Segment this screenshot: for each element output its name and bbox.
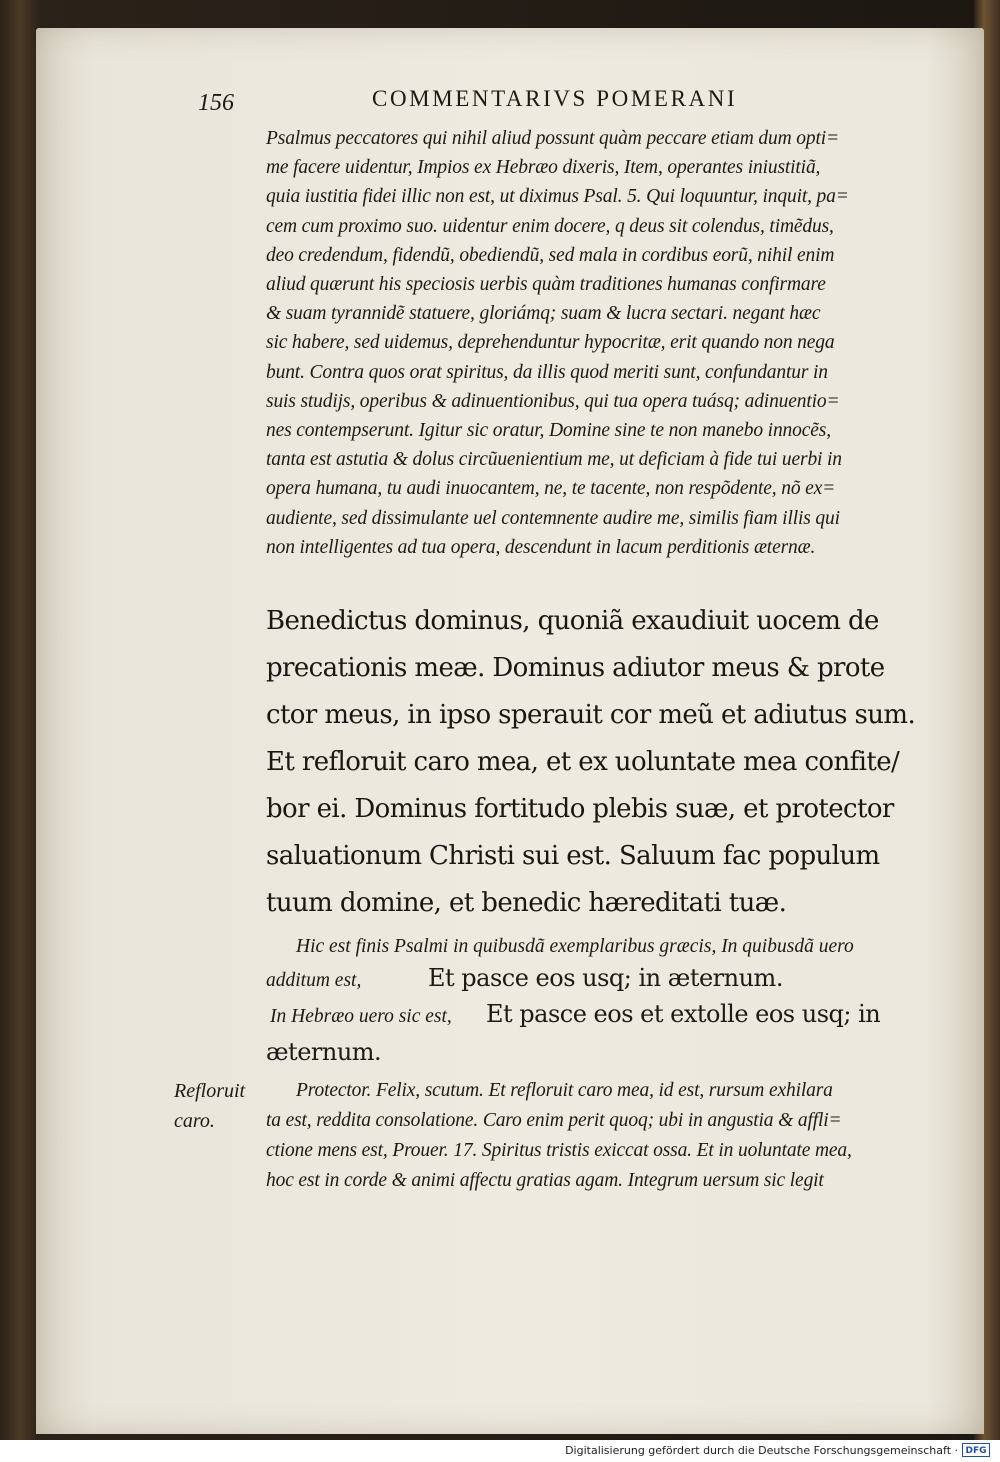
text-line: ctione mens est, Prouer. 17. Spiritus tristis exiccat ossa. Et in uoluntate mea, xyxy=(266,1140,852,1161)
page-number: 156 xyxy=(198,90,234,116)
text-line: bunt. Contra quos orat spiritus, da illis quod meriti sunt, confundantur in xyxy=(266,361,828,383)
text-line: suis studijs, operibus & adinuentionibus, qui tua opera tuásq; adinuentio= xyxy=(266,390,840,412)
marginal-line: caro. xyxy=(174,1110,215,1132)
funding-credit: Digitalisierung gefördert durch die Deutsche Forschungsgemeinschaft · xyxy=(565,1444,958,1457)
commentary-block xyxy=(266,124,924,562)
text-line: non intelligentes ad tua opera, descendunt in lacum perditionis æternæ. xyxy=(266,536,816,558)
text-line: aliud quærunt his speciosis uerbis quàm traditiones humanas confirmare xyxy=(266,274,826,296)
text-line: audiente, sed dissimulante uel contemnente audire me, similis fiam illis qui xyxy=(266,507,840,529)
psalm-line: tuum domine, et benedic hæreditati tuæ. xyxy=(266,888,787,918)
text-line: & suam tyrannidẽ statuere, gloriámq; suam & lucra sectari. negant hæc xyxy=(266,303,821,325)
psalm-line: precationis meæ. Dominus adiutor meus & prote xyxy=(266,653,885,683)
dfg-logo-icon: DFG xyxy=(962,1443,990,1457)
marginal-line: Refloruit xyxy=(174,1080,246,1102)
note-variant-text: Et pasce eos usq; in æternum. xyxy=(428,964,783,992)
text-line: me facere uidentur, Impios ex Hebræo dixeris, Item, operantes iniustitiã, xyxy=(266,157,821,179)
text-line: Psalmus peccatores qui nihil aliud possunt quàm peccare etiam dum opti= xyxy=(266,128,839,149)
text-line: ta est, reddita consolatione. Caro enim perit quoq; ubi in angustia & affli= xyxy=(266,1110,842,1131)
text-line: quia iustitia fidei illic non est, ut diximus Psal. 5. Qui loquuntur, inquit, pa= xyxy=(266,186,849,208)
psalm-line: saluationum Christi sui est. Saluum fac populum xyxy=(266,841,880,871)
text-line: tanta est astutia & dolus circũuenientium me, ut deficiam à fide tui uerbi in xyxy=(266,449,842,471)
note-line: additum est, xyxy=(266,970,362,991)
text-line: nes contempserunt. Igitur sic oratur, Domine sine te non manebo innocẽs, xyxy=(266,420,831,442)
note-line: Hic est finis Psalmi in quibusdã exemplaribus græcis, In quibusdã uero xyxy=(296,936,854,957)
psalm-line: Benedictus dominus, quoniã exaudiuit uocem de xyxy=(266,606,879,636)
note-variant-text: Et pasce eos et extolle eos usq; in xyxy=(486,1000,881,1028)
running-head: COMMENTARIVS POMERANI xyxy=(372,86,738,111)
marginal-note xyxy=(174,1076,245,1136)
note-variant-text: æternum. xyxy=(266,1038,382,1066)
psalm-text-block xyxy=(266,598,926,927)
psalm-line: bor ei. Dominus fortitudo plebis suæ, et protector xyxy=(266,794,894,824)
text-line: opera humana, tu audi inuocantem, ne, te tacente, non respõdente, nõ ex= xyxy=(266,478,836,500)
text-line: deo credendum, fidendũ, obediendũ, sed mala in cordibus eorũ, nihil enim xyxy=(266,244,835,266)
commentary-block-2 xyxy=(266,1076,926,1196)
text-line: cem cum proximo suo. uidentur enim docere, q deus sit colendus, timẽdus, xyxy=(266,215,834,237)
psalm-line: Et refloruit caro mea, et ex uoluntate mea confite/ xyxy=(266,747,900,777)
text-line: hoc est in corde & animi affectu gratias agam. Integrum uersum sic legit xyxy=(266,1170,824,1191)
text-line: sic habere, sed uidemus, deprehenduntur hypocritæ, erit quando non nega xyxy=(266,332,835,354)
psalm-line: ctor meus, in ipso sperauit cor meũ et adiutus sum. xyxy=(266,700,916,730)
text-line: Protector. Felix, scutum. Et refloruit caro mea, id est, rursum exhilara xyxy=(296,1080,833,1101)
note-line: In Hebræo uero sic est, xyxy=(270,1006,452,1027)
